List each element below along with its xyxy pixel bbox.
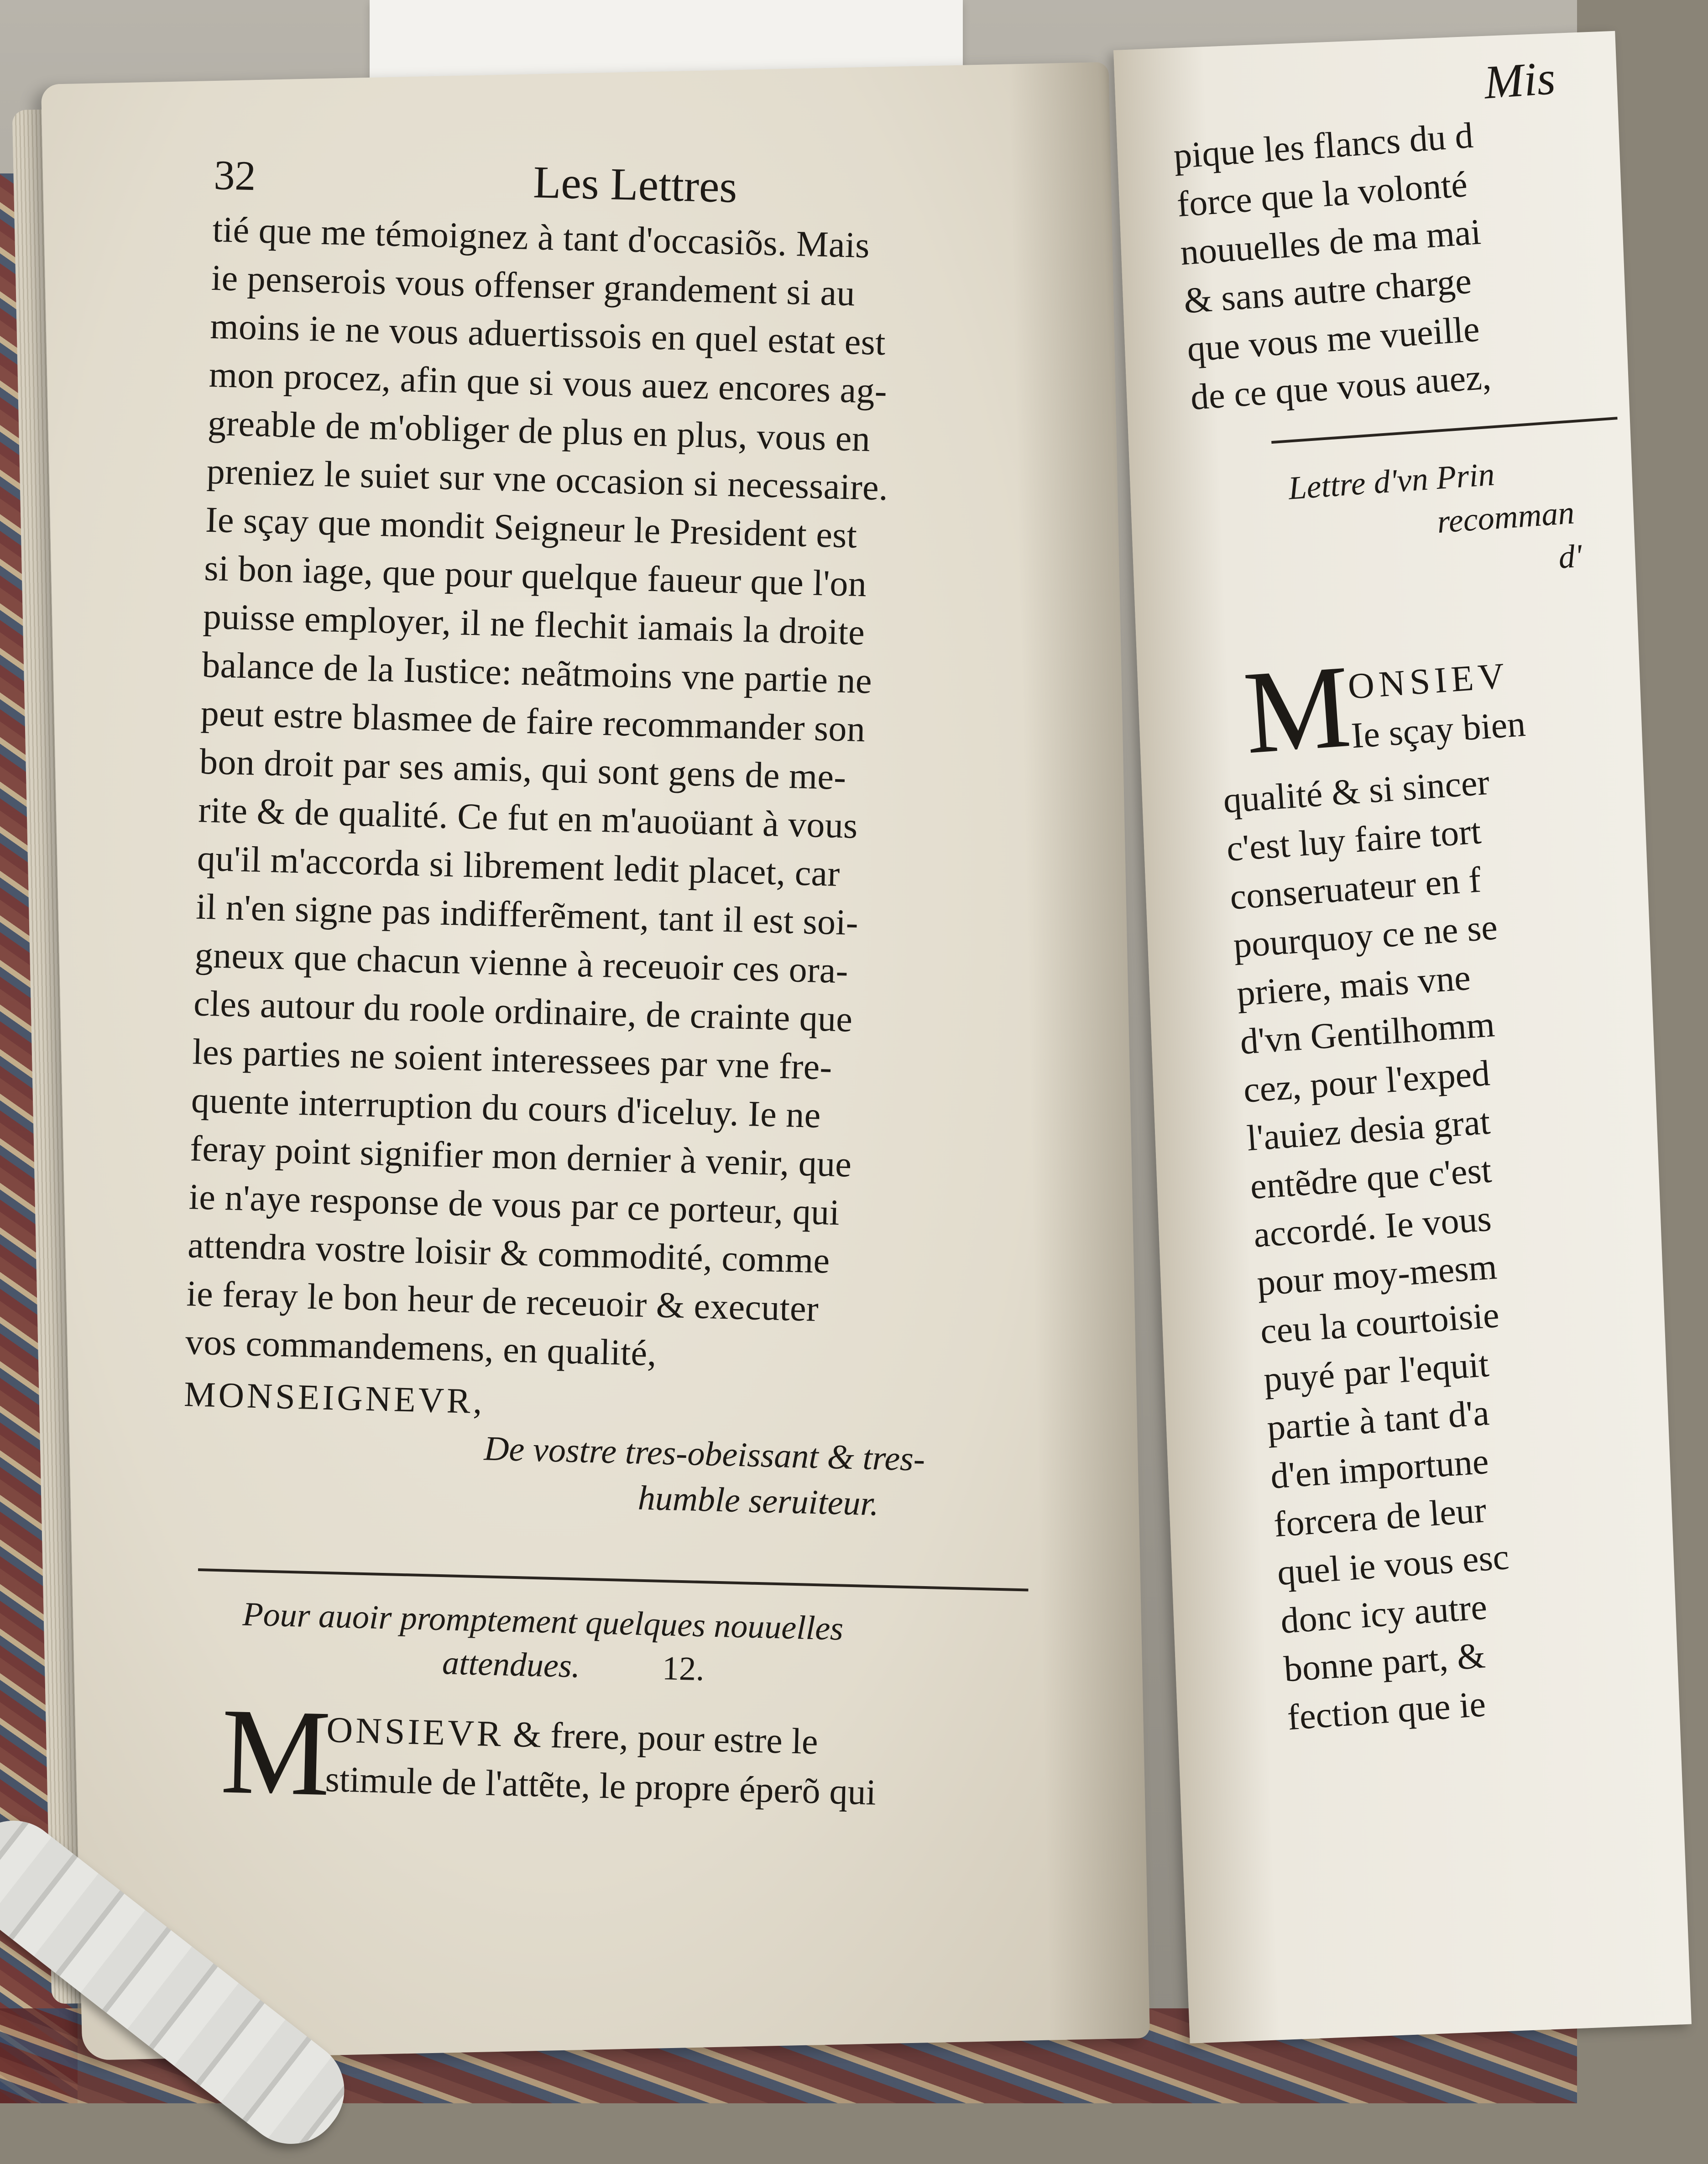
opening-caps: ONSIEV xyxy=(1346,655,1510,707)
text-line: rite & de qualité. Ce fut en m'auoüant à vous xyxy=(198,790,858,846)
letter-heading: recomman xyxy=(1436,494,1576,540)
text-line: pour moy-mesm xyxy=(1255,1247,1499,1304)
section-rule xyxy=(198,1568,1029,1591)
section-rule xyxy=(1271,417,1618,444)
text-line: preniez le suiet sur vne occasion si necessaire. xyxy=(206,451,889,508)
text-line: bonne part, & xyxy=(1282,1635,1487,1690)
text-line: cles autour du roole ordinaire, de crainte que xyxy=(193,983,853,1040)
drop-cap: M xyxy=(1240,640,1355,779)
text-line: ie feray le bon heur de receuoir & executer xyxy=(186,1273,819,1330)
opening-line: Ie sçay bien xyxy=(1350,703,1527,756)
text-line: nouuelles de ma mai xyxy=(1179,212,1483,273)
body-text xyxy=(185,205,1089,1388)
opening-caps: ONSIEVR xyxy=(326,1710,505,1755)
text-line: partie à tant d'a xyxy=(1265,1393,1491,1448)
text-line: force que la volonté xyxy=(1175,164,1469,225)
text-line: gneux que chacun vienne à receuoir ces ora- xyxy=(194,935,849,991)
text-line: ie penserois vous offenser grandement si au xyxy=(211,257,856,314)
text-line: mon procez, afin que si vous auez encores ag- xyxy=(208,354,888,412)
text-line: balance de la Iustice: neãtmoins vne partie ne xyxy=(201,644,872,702)
opening-line: stimule de l'attẽte, le propre éperõ qui xyxy=(324,1759,877,1813)
text-line: de ce que vous auez, xyxy=(1189,356,1493,418)
text-line: quente interruption du cours d'iceluy. Ie ne xyxy=(191,1080,821,1136)
running-head: Les Lettres xyxy=(533,157,738,212)
text-line: priere, mais vne xyxy=(1235,957,1472,1014)
signoff-line: humble seruiteur. xyxy=(637,1478,879,1523)
body-text xyxy=(1217,748,1694,1742)
text-line: qualité & si sincer xyxy=(1222,762,1491,821)
opening-rest: & frere, pour estre le xyxy=(503,1714,819,1762)
text-line: c'est luy faire tort xyxy=(1225,811,1483,870)
text-line: cez, pour l'exped xyxy=(1242,1053,1491,1111)
letter-opening xyxy=(174,1682,1052,1833)
text-line: d'vn Gentilhomm xyxy=(1238,1004,1496,1063)
text-line: donc icy autre xyxy=(1279,1587,1489,1641)
right-running-head: Mis xyxy=(1482,51,1557,109)
text-line: entẽdre que c'est xyxy=(1248,1150,1493,1207)
salutation: MONSEIGNEVR, xyxy=(183,1374,486,1421)
text-line: pourquoy ce ne se xyxy=(1232,907,1499,966)
text-line: d'en importune xyxy=(1269,1441,1490,1497)
text-line: si bon iage, que pour quelque faueur que l'on xyxy=(204,548,867,605)
letter-heading: d' xyxy=(1557,537,1583,576)
text-line: quel ie vous esc xyxy=(1276,1536,1510,1593)
letter-number: 12. xyxy=(662,1649,705,1688)
text-line: il n'en signe pas indifferẽment, tant il est soi- xyxy=(195,886,859,943)
letter-heading: Pour auoir promptement quelques nouuelles xyxy=(242,1595,844,1648)
text-line: accordé. Ie vous xyxy=(1252,1198,1493,1256)
text-line: les parties ne soient interessees par vne fre- xyxy=(192,1032,833,1088)
text-line: moins ie ne vous aduertissois en quel estat est xyxy=(209,306,886,363)
text-line: puisse employer, il ne flechit iamais la droite xyxy=(202,596,866,653)
text-line: ceu la courtoisie xyxy=(1259,1295,1501,1352)
text-line: pique les flancs du d xyxy=(1172,115,1475,177)
page-number: 32 xyxy=(213,151,256,199)
text-line: ie n'aye response de vous par ce porteur, qui xyxy=(188,1177,841,1233)
text-line: puyé par l'equit xyxy=(1262,1344,1490,1400)
text-line: l'auiez desia grat xyxy=(1245,1101,1492,1159)
text-line: feray point signifier mon dernier à venir, que xyxy=(189,1128,852,1185)
text-line: fection que ie xyxy=(1286,1684,1487,1738)
text-line: vos commandemens, en qualité, xyxy=(185,1322,657,1374)
text-line: tié que me témoignez à tant d'occasiõs. Mais xyxy=(212,209,870,266)
text-line: attendra vostre loisir & commodité, comme xyxy=(187,1225,830,1281)
drop-cap: M xyxy=(219,1682,333,1822)
letter-heading-text: attendues. xyxy=(442,1644,581,1685)
text-line: Ie sçay que mondit Seigneur le President est xyxy=(205,499,858,556)
text-line: greable de m'obliger de plus en plus, vous en xyxy=(207,403,871,460)
text-line: & sans autre charge xyxy=(1182,261,1473,321)
text-line: forcera de leur xyxy=(1272,1490,1488,1545)
left-page-text xyxy=(174,151,1090,1833)
text-line: bon droit par ses amis, qui sont gens de me- xyxy=(199,741,847,798)
letter-heading: Lettre d'vn Prin xyxy=(1287,456,1496,507)
signoff-line: De vostre tres-obeissant & tres- xyxy=(483,1429,926,1478)
text-line: peut estre blasmee de faire recommander son xyxy=(200,693,866,750)
text-line: que vous me vueille xyxy=(1186,309,1481,370)
text-line: conseruateur en f xyxy=(1228,859,1483,917)
text-line: qu'il m'accorda si librement ledit placet, car xyxy=(197,838,841,894)
